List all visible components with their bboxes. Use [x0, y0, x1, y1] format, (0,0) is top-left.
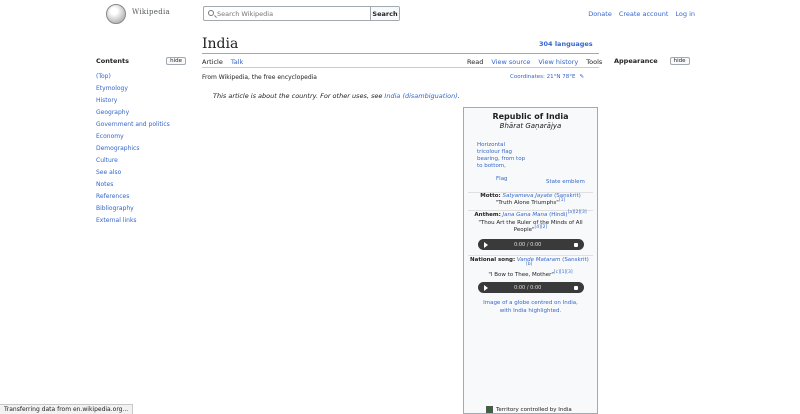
search-icon — [208, 10, 214, 16]
map-legend — [486, 406, 572, 413]
play-icon[interactable] — [484, 285, 488, 291]
toc-item-notes[interactable]: Notes — [96, 181, 114, 188]
toc-item-geography[interactable]: Geography — [96, 109, 130, 116]
national-song-ref[interactable]: [b] — [526, 262, 533, 268]
namespace-tabs — [202, 58, 243, 66]
toc-item-external-links[interactable]: External links — [96, 217, 137, 224]
search-input[interactable] — [204, 7, 370, 20]
toc-item-references[interactable]: References — [96, 193, 130, 200]
anthem-label: Anthem: — [474, 212, 501, 218]
national-song-translation-row — [464, 272, 597, 279]
appearance-panel — [614, 57, 690, 65]
motto-row — [464, 193, 597, 200]
toc-item-top[interactable]: (Top) — [96, 73, 111, 80]
edit-icon[interactable]: ✎ — [579, 74, 585, 80]
anthem-ref[interactable]: [a][2][3] — [567, 210, 587, 216]
infobox-native-name: Bhārat Gaṇarājya — [499, 122, 562, 130]
toc-item-etymology[interactable]: Etymology — [96, 85, 128, 92]
hatnote — [213, 92, 460, 100]
national-song-translation-ref[interactable]: [c][1][3] — [553, 270, 573, 276]
anthem-translation-ref[interactable]: [4][2] — [534, 225, 548, 231]
title-divider — [202, 53, 599, 54]
coordinates — [510, 74, 584, 80]
motto-language-link[interactable]: (Sanskrit) — [554, 193, 581, 199]
anthem-link[interactable]: Jana Gana Mana — [502, 212, 548, 218]
user-nav — [588, 10, 695, 18]
motto-label: Motto: — [480, 193, 501, 199]
motto-link[interactable]: Satyameva Jayate — [502, 193, 553, 199]
flag-image[interactable]: Horizontal tricolour flag bearing, from top to bottom, — [477, 142, 526, 169]
play-icon[interactable] — [484, 242, 488, 248]
tab-article[interactable]: Article — [202, 58, 223, 66]
toc-hide-button[interactable]: hide — [166, 57, 186, 65]
motto-ref[interactable]: [1] — [558, 198, 566, 204]
donate-link[interactable]: Donate — [588, 10, 612, 18]
infobox-title: Republic of India — [492, 112, 569, 121]
national-song-translation: "I Bow to Thee, Mother" — [488, 272, 554, 278]
coordinates-link[interactable]: Coordinates: 21°N 78°E — [510, 74, 576, 80]
national-song-ref-row — [464, 264, 597, 271]
wikipedia-wordmark: Wikipedia — [132, 8, 171, 16]
disambiguation-link[interactable]: India (disambiguation) — [384, 92, 458, 100]
login-link[interactable]: Log in — [675, 10, 695, 18]
toc-title: Contents — [96, 57, 129, 65]
view-tabs — [467, 58, 602, 66]
anthem-audio-player[interactable] — [478, 239, 584, 250]
tab-tools[interactable]: Tools — [586, 58, 603, 66]
toc-item-government[interactable]: Government and politics — [96, 121, 170, 128]
national-song-link[interactable]: Vande Mataram — [516, 257, 561, 263]
legend-label: Territory controlled by India — [496, 406, 572, 413]
globe-map-image[interactable]: Image of a globe centred on India, with India highlighted. — [483, 300, 578, 314]
volume-icon[interactable] — [574, 286, 578, 290]
legend-swatch — [486, 406, 493, 413]
wikipedia-logo[interactable] — [106, 4, 170, 24]
motto-translation-row — [464, 200, 597, 207]
browser-status-bar: Transferring data from en.wikipedia.org... — [0, 404, 133, 414]
search-button[interactable]: Search — [370, 7, 399, 20]
page-title: India — [202, 36, 239, 52]
toc-item-see-also[interactable]: See also — [96, 169, 122, 176]
anthem-row — [464, 212, 597, 219]
toc-item-culture[interactable]: Culture — [96, 157, 118, 164]
tab-view-source[interactable]: View source — [491, 58, 531, 66]
audio-time: 0:00 / 0:00 — [514, 241, 542, 248]
table-of-contents — [96, 57, 186, 227]
toc-item-bibliography[interactable]: Bibliography — [96, 205, 134, 212]
toc-item-economy[interactable]: Economy — [96, 133, 124, 140]
wikipedia-globe-icon — [106, 4, 126, 24]
tab-view-history[interactable]: View history — [538, 58, 579, 66]
motto-translation: "Truth Alone Triumphs" — [495, 200, 559, 206]
infobox — [463, 107, 598, 414]
flag-caption-link[interactable]: Flag — [496, 176, 508, 182]
tab-talk[interactable]: Talk — [230, 58, 244, 66]
national-song-audio-player[interactable] — [478, 282, 584, 293]
national-song-language-link[interactable]: (Sanskrit) — [562, 257, 589, 263]
appearance-title: Appearance — [614, 57, 658, 65]
infobox-divider — [468, 255, 593, 256]
site-tagline: From Wikipedia, the free encyclopedia — [202, 74, 317, 81]
toc-item-history[interactable]: History — [96, 97, 118, 104]
anthem-translation-row — [464, 220, 597, 234]
create-account-link[interactable]: Create account — [618, 10, 669, 18]
languages-button[interactable]: 304 languages — [539, 40, 593, 48]
tab-read[interactable]: Read — [467, 58, 484, 66]
anthem-translation: "Thou Art the Ruler of the Minds of All People" — [478, 220, 583, 233]
emblem-caption-link[interactable]: State emblem — [546, 179, 585, 185]
tabs-divider — [202, 67, 599, 68]
volume-icon[interactable] — [574, 243, 578, 247]
hatnote-period: . — [457, 92, 460, 100]
national-song-label: National song: — [470, 257, 516, 263]
hatnote-text: This article is about the country. For other uses, see — [213, 92, 385, 100]
audio-time: 0:00 / 0:00 — [514, 284, 542, 291]
appearance-hide-button[interactable]: hide — [670, 57, 690, 65]
anthem-language-link[interactable]: (Hindi) — [549, 212, 568, 218]
search-box — [203, 6, 400, 21]
toc-item-demographics[interactable]: Demographics — [96, 145, 140, 152]
